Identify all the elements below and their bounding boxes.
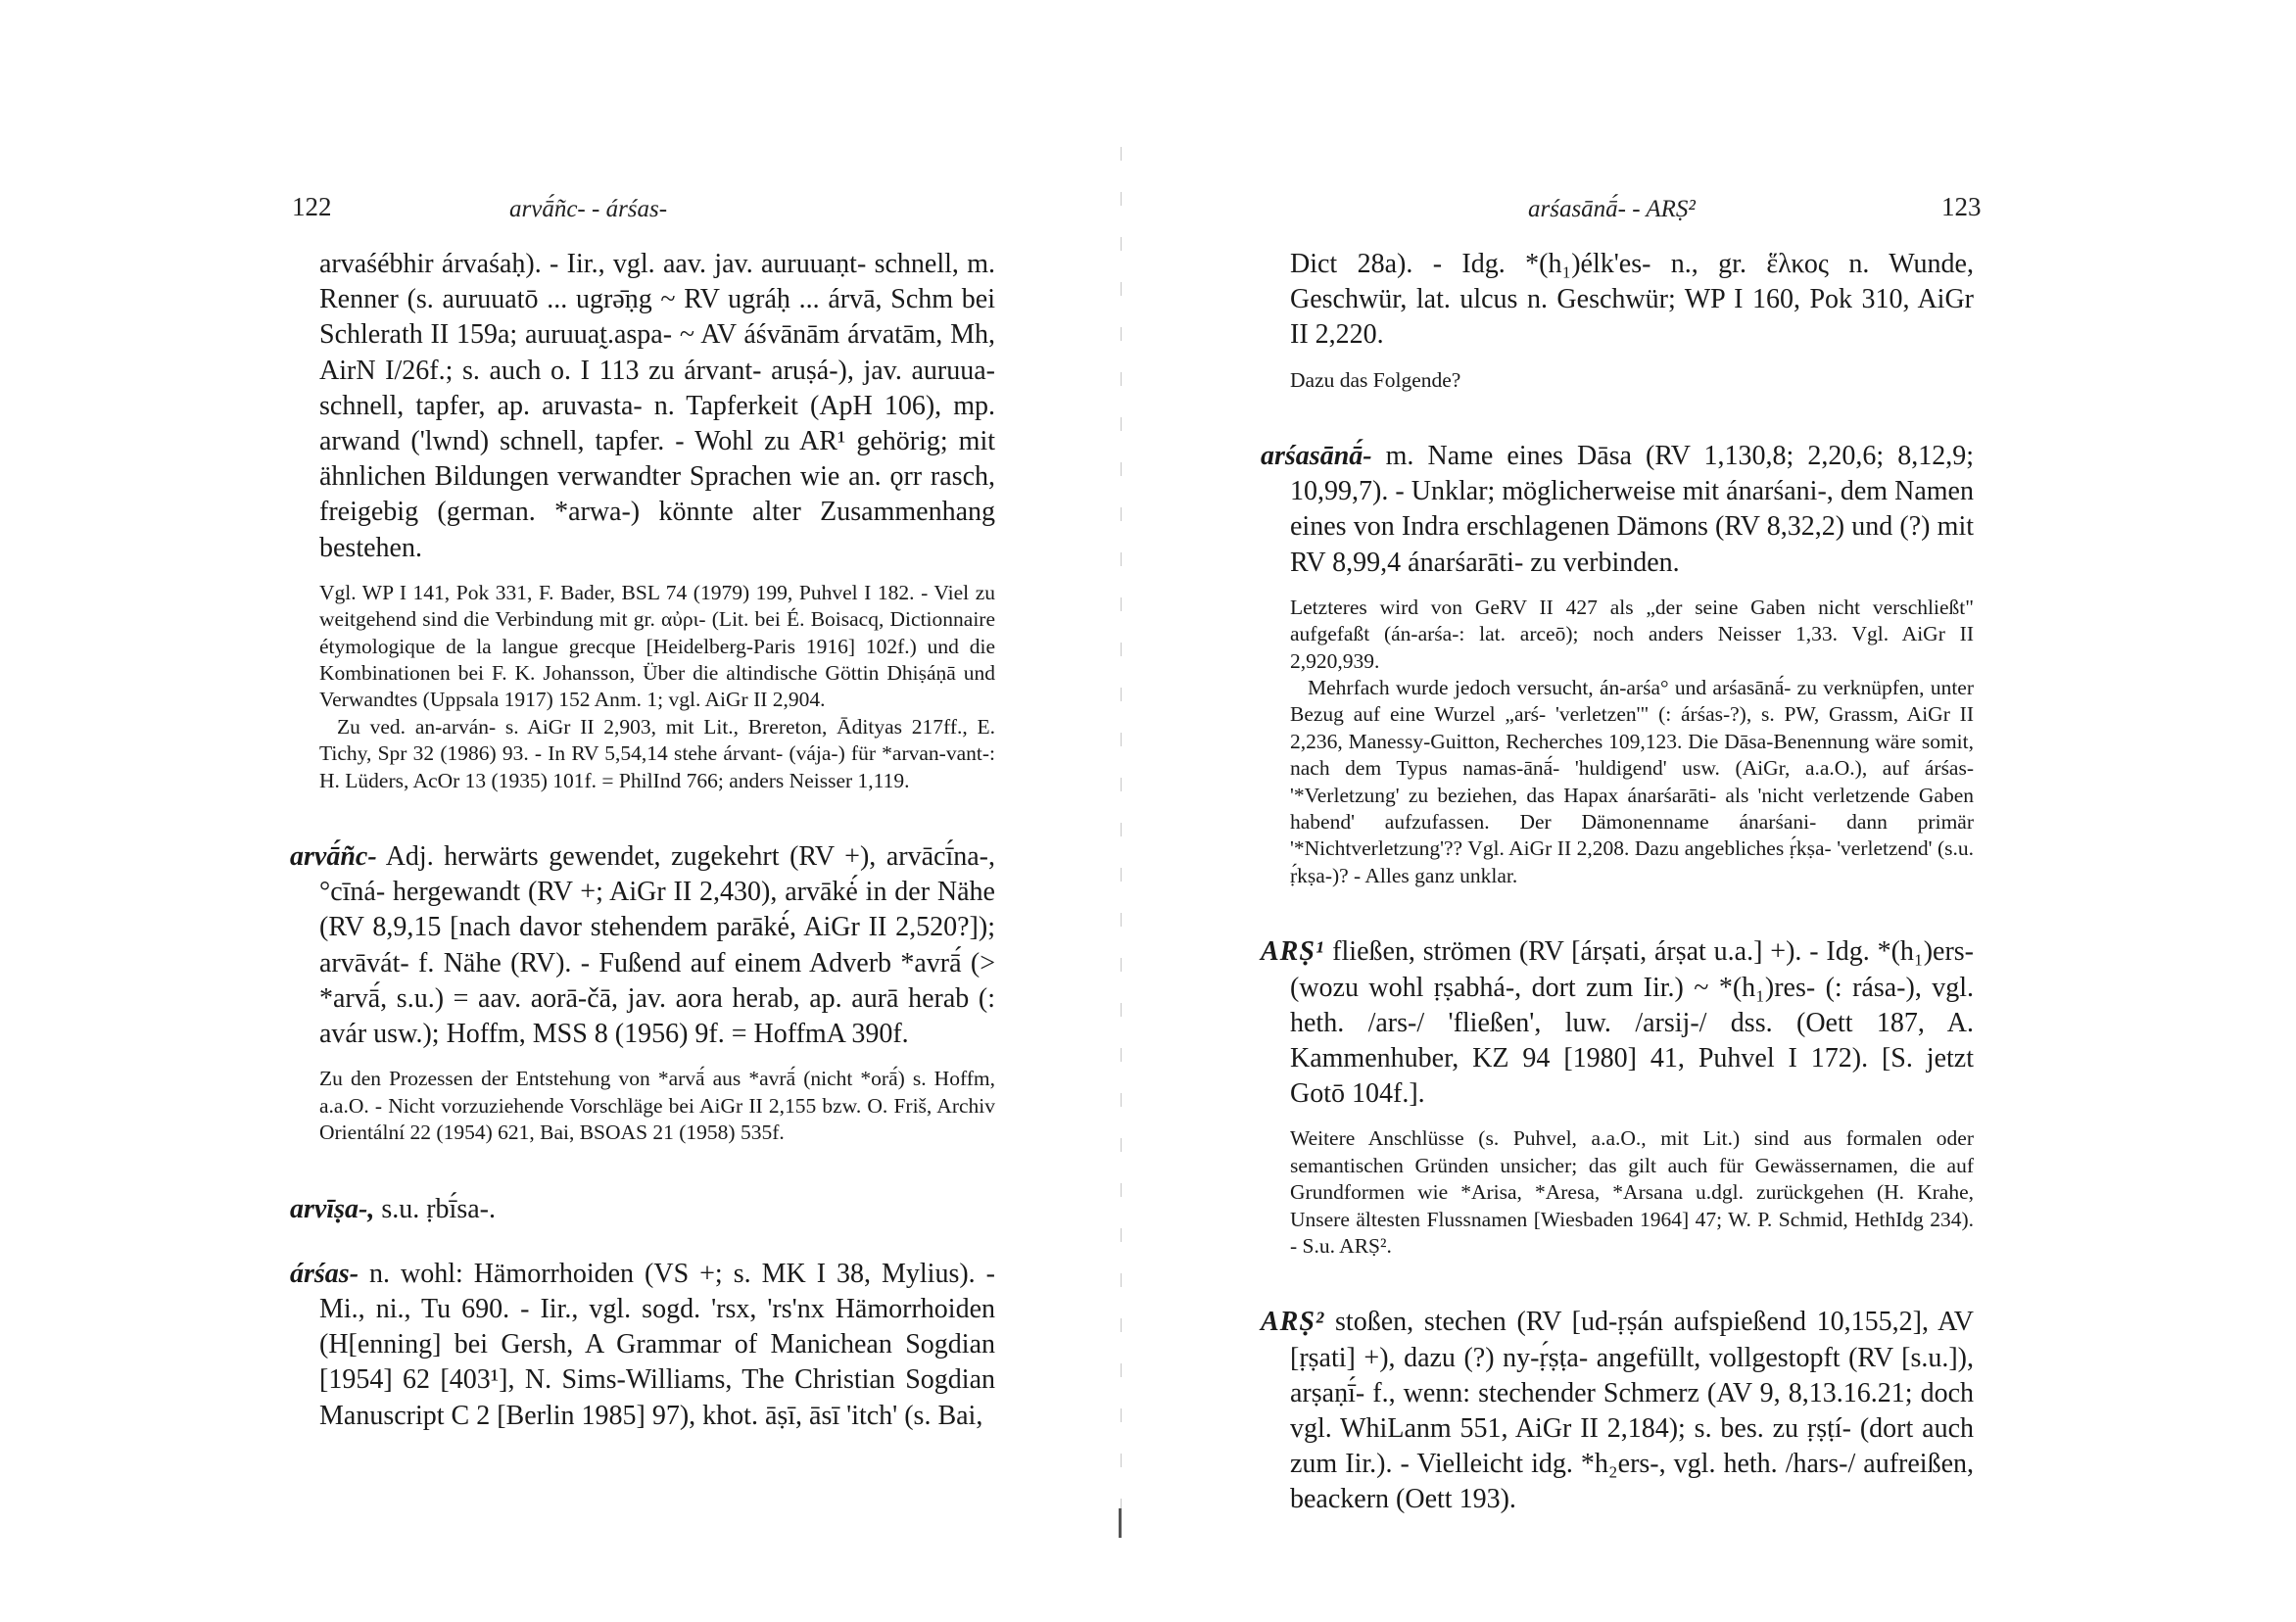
page-number: 123 — [1941, 192, 1982, 221]
lemma: arvā́ñc- — [290, 841, 377, 873]
running-head: arśasānā́- - ARṢ² — [1528, 196, 1696, 222]
page-number: 122 — [292, 192, 332, 221]
entry-continuation: Dict 28a). - Idg. *(h₁)élk'es- n., gr. ἕλκος n. Wunde, Geschwür, lat. ulcus n. Geschwür; WP I 160, Pok 310, AiGr II 2,220. — [1290, 249, 1974, 351]
entry-continuation: arvaśébhir árvaśaḥ). - Iir., vgl. aav. jav. auruuaṇt- schnell, m. Renner (s. auruuatō ... ugrə̄ṇg ~ RV ugráḥ ... árvā, Schm bei Schlerath II 159a; auruuat̰.aspa- ~ AV áśvānām árvatām, Mh, AirN I/26f.; s. auch o. I 113 zu árvant- aruṣá-), jav. auruua- schnell, tapfer, ap. aruvasta- n. Tapferkeit (ApH 106), mp. arwand ('lwnd) schnell, tapfer. - Wohl zu AR¹ gehörig; mit ähnlichen Bildungen verwandter Sprachen wie an. ǫrr rasch, freigebig (german. *arwa-) könnte alter Zusammenhang bestehen. — [319, 249, 995, 563]
lemma: ARṢ¹ — [1261, 936, 1325, 968]
note: Mehrfach wurde jedoch versucht, án-arśa° und arśasānā́- zu verknüpfen, unter Bezug auf eine Wurzel „arś- 'verletzen'" (: árśas-?), s. PW, Grassm, AiGr II 2,236, Manessy-Guitton, Recherches 109,123. Die Dāsa-Benennung wäre somit, nach dem Typus namas-ānā́- 'huldigend' usw. (AiGr, a.a.O.), auf árśas- '*Verletzung' zu beziehen, das Hapax ánarśarāti- als 'nicht verletzende Gaben habend' aufzufassen. Der Dämonenname ánarśani- dann primär '*Nichtverletzung'?? Vgl. AiGr II 2,208. Dazu angebliches ṛ́kṣa- 'verletzend' (s.u. ṛ́kṣa-)? - Alles ganz unklar. — [1290, 676, 1974, 887]
dictionary-entry: árśas- n. wohl: Hämorrhoiden (VS +; s. MK I 38, Mylius). - Mi., ni., Tu 690. - Iir., vgl. sogd. 'rsx, 'rs'nx Hämorrhoiden (H[enning] bei Gersh, A Grammar of Manichean Sogdian [1954] 62 [403¹], N. Sims-Williams, The Christian Sogdian Manuscript C 2 [Berlin 1985] 97), khot. āṣī, āsī 'itch' (s. Bai, — [290, 1258, 995, 1431]
page-body — [1261, 247, 1974, 1518]
note: Dazu das Folgende? — [1290, 367, 1461, 392]
page-body — [290, 247, 995, 1434]
note: Zu ved. an-arván- s. AiGr II 2,903, mit Lit., Brereton, Ādityas 217ff., E. Tichy, Spr 32 (1986) 93. - In RV 5,54,14 stehe árvant- (vája-) für *arvan-vant-: H. Lüders, AcOr 13 (1935) 101f. = PhilInd 766; anders Neisser 1,119. — [319, 714, 995, 792]
lemma: arvīṣa-, — [290, 1193, 375, 1224]
gutter-line — [1121, 147, 1122, 1538]
right-page — [1148, 0, 2296, 1622]
dictionary-entry: arśasānā́- m. Name eines Dāsa (RV 1,130,8; 2,20,6; 8,12,9; 10,99,7). - Unklar; möglicherweise mit ánarśani-, dem Namen eines von Indra erschlagenen Dämons (RV 8,32,2) und (?) mit RV 8,99,4 ánarśarāti- zu verbinden. — [1261, 441, 1974, 578]
dictionary-entry: ARṢ¹ fließen, strömen (RV [árṣati, árṣat u.a.] +). - Idg. *(h₁)ers- (wozu wohl ṛṣabhá-, dort zum Iir.) ~ *(h₁)res- (: rása-), vgl. heth. /ars-/ 'fließen', luw. /arsij-/ dss. (Oett 187, A. Kammenhuber, KZ 94 [1980] 41, Puhvel I 172). [S. jetzt Gotō 104f.]. — [1261, 936, 1974, 1110]
running-head: arvā́ñc- - árśas- — [509, 196, 668, 222]
note: Vgl. WP I 141, Pok 331, F. Bader, BSL 74 (1979) 199, Puhvel I 182. - Viel zu weitgehend sind die Verbindung mit gr. αὐρι- (Lit. bei É. Boisacq, Dictionnaire étymologique de la langue grecque [Heidelberg-Paris 1916] 102f.) und die Kombinationen bei F. K. Johansson, Über die altindische Göttin Dhiṣáṇā und Verwandtes (Uppsala 1917) 152 Anm. 1; vgl. AiGr II 2,904. — [319, 580, 995, 712]
lemma: árśas- — [290, 1258, 359, 1289]
note: Letzteres wird von GeRV II 427 als „der seine Gaben nicht verschließt" aufgefaßt (án-arśa-: lat. arceō); noch anders Neisser 1,33. Vgl. AiGr II 2,920,939. — [1290, 595, 1974, 673]
dictionary-entry: ARṢ² stoßen, stechen (RV [ud-ṛṣán aufspießend 10,155,2], AV [ṛṣati] +), dazu (?) ny-ṛ́ṣṭa- angefüllt, vollgestopft (RV [s.u.]), arṣaṇī́- f., wenn: stechender Schmerz (AV 9, 8,13.16.21; doch vgl. WhiLanm 551, AiGr II 2,184); s. bes. zu ṛṣṭí- (dort auch zum Iir.). - Vielleicht idg. *h₂ers-, vgl. heth. /hars-/ aufreißen, beackern (Oett 193). — [1261, 1307, 1974, 1515]
note: Weitere Anschlüsse (s. Puhvel, a.a.O., mit Lit.) sind aus formalen oder semantischen Gründen unsicher; das gilt auch für Gewässernamen, die auf Grundformen wie *Arisa, *Aresa, *Arsana u.dgl. zurückgehen (H. Krahe, Unsere ältesten Flussnamen [Wiesbaden 1964] 47; W. P. Schmid, HethIdg 234). - S.u. ARṢ². — [1290, 1126, 1974, 1258]
lemma: arśasānā́- — [1261, 441, 1372, 472]
dictionary-entry: arvīṣa-, s.u. ṛbī́sa-. — [290, 1193, 496, 1224]
lemma: ARṢ² — [1261, 1307, 1325, 1338]
gutter-mark — [1119, 1508, 1122, 1538]
dictionary-entry: arvā́ñc- Adj. herwärts gewendet, zugekehrt (RV +), arvācī́na-, °cīná- hergewandt (RV +; AiGr II 2,430), arvākė́ in der Nähe (RV 8,9,15 [nach davor stehendem parākė́, AiGr II 2,520?]); arvāvát- f. Nähe (RV). - Fußend auf einem Adverb *avrā́ (> *arvā́, s.u.) = aav. aorā-čā, jav. aora herab, ap. aurā herab (: avár usw.); Hoffm, MSS 8 (1956) 9f. = HoffmA 390f. — [290, 841, 995, 1050]
note: Zu den Prozessen der Entstehung von *arvā́ aus *avrā́ (nicht *orā́) s. Hoffm, a.a.O. - Nicht vorzuziehende Vorschläge bei AiGr II 2,155 bzw. O. Friš, Archiv Orientální 22 (1954) 621, Bai, BSOAS 21 (1958) 535f. — [319, 1067, 995, 1145]
